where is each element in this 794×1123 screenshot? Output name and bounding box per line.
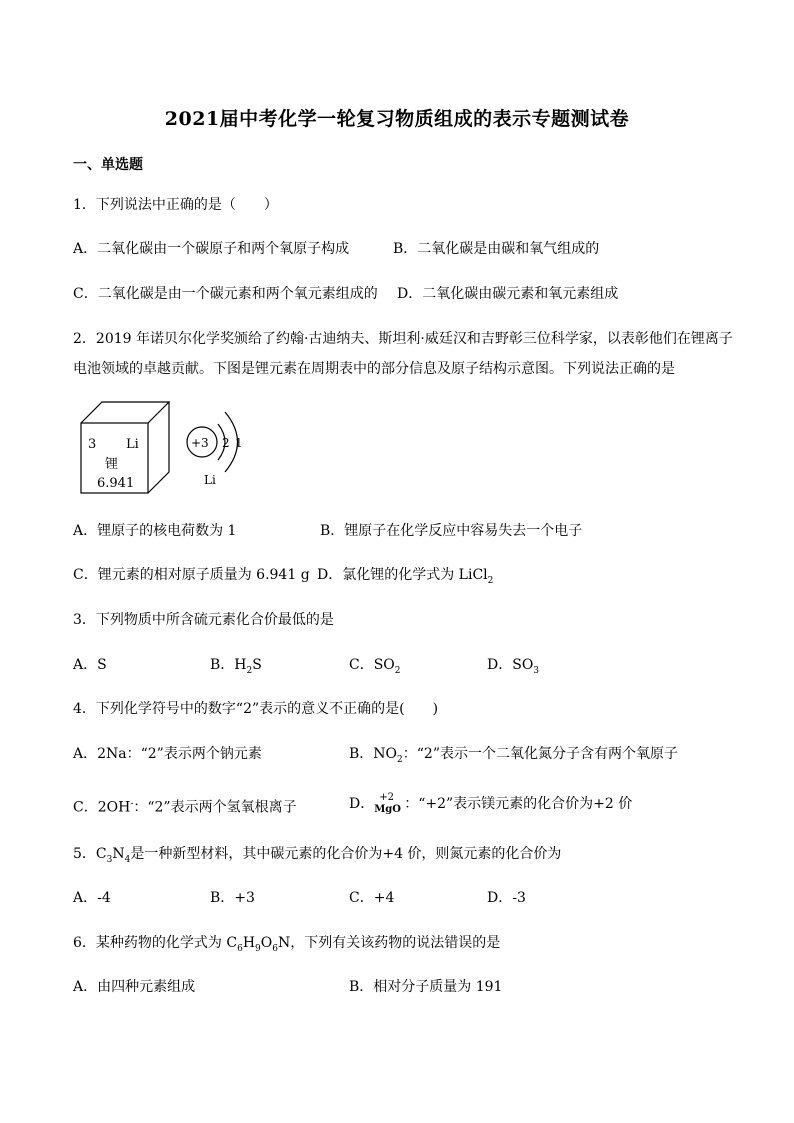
section-heading: 一、单选题	[73, 157, 143, 173]
q6-stem: 6．某种药物的化学式为 $C_6H_9O_6N$，下列有关该药物的说法错误的是	[73, 935, 501, 954]
shell1-electrons: 2	[222, 436, 230, 450]
q4-option-c: C．2OH-：“2”表示两个氢氧根离子	[73, 799, 297, 816]
q5-option-d: D．-3	[487, 890, 526, 906]
shell2-electrons: 1	[235, 436, 243, 450]
q4-stem: 4．下列化学符号中的数字“2”表示的意义不正确的是( )	[73, 701, 439, 717]
q4-option-d: D． +2 MgO ：“+2”表示镁元素的化合价为+2 价	[349, 792, 633, 815]
q1-stem: 1．下列说法中正确的是（ ）	[73, 197, 278, 213]
q3-option-b: B．$H_2S$	[210, 657, 262, 676]
atom-structure	[187, 412, 243, 487]
q2-stem-line2: 电池领域的卓越贡献。下图是锂元素在周期表中的部分信息及原子结构示意图。下列说法正确的是	[73, 361, 675, 377]
q2-option-c: C．锂元素的相对原子质量为 6.941 g	[73, 567, 310, 583]
lithium-figure	[78, 398, 268, 498]
q5-option-a: A．-4	[73, 890, 111, 906]
q2-option-a: A．锂原子的核电荷数为 1	[73, 523, 237, 539]
q5-option-c: C．+4	[349, 890, 395, 906]
q3-stem: 3．下列物质中所含硫元素化合价最低的是	[73, 612, 334, 628]
q3-option-a: A．S	[73, 657, 107, 673]
element-name: 锂	[105, 457, 119, 472]
q4-option-b: B．$NO_2$：“2”表示一个二氧化氮分子含有两个氧原子	[349, 746, 678, 765]
q1-option-c: C．二氧化碳是由一个碳元素和两个氧元素组成的	[73, 286, 378, 302]
atomic-number: 3	[88, 437, 97, 452]
q1-option-b: B．二氧化碳是由碳和氧气组成的	[393, 241, 600, 257]
q6-option-b: B．相对分子质量为 191	[349, 979, 503, 995]
element-symbol: Li	[126, 437, 139, 452]
q2-option-b: B．锂原子在化学反应中容易失去一个电子	[320, 523, 583, 539]
mgo-valence-formula: +2 MgO	[374, 792, 402, 815]
page-title: 2021届中考化学一轮复习物质组成的表示专题测试卷	[164, 108, 630, 130]
q4-option-a: A．2Na：“2”表示两个钠元素	[73, 746, 262, 762]
q5-option-b: B．+3	[210, 890, 255, 906]
atomic-mass: 6.941	[97, 476, 135, 491]
atom-label: Li	[204, 473, 216, 487]
q1-option-a: A．二氧化碳由一个碳原子和两个氧原子构成	[73, 241, 350, 257]
q5-stem: 5．$C_3N_4$是一种新型材料，其中碳元素的化合价为+4 价，则氮元素的化合价为	[73, 846, 562, 865]
q3-option-c: C．$SO_2$	[349, 657, 401, 676]
nucleus-charge: +3	[191, 436, 209, 450]
q2-stem-line1: 2．2019 年诺贝尔化学奖颁给了约翰·古迪纳夫、斯坦利·威廷汉和吉野彰三位科学家，以表彰他们在锂离子	[73, 331, 733, 347]
q6-option-a: A．由四种元素组成	[73, 979, 196, 995]
q3-option-d: D．$SO_3$	[487, 657, 540, 676]
q2-option-d: D．氯化锂的化学式为 LiCl$_2$	[317, 567, 494, 586]
q1-option-d: D．二氧化碳由碳元素和氧元素组成	[397, 286, 619, 302]
